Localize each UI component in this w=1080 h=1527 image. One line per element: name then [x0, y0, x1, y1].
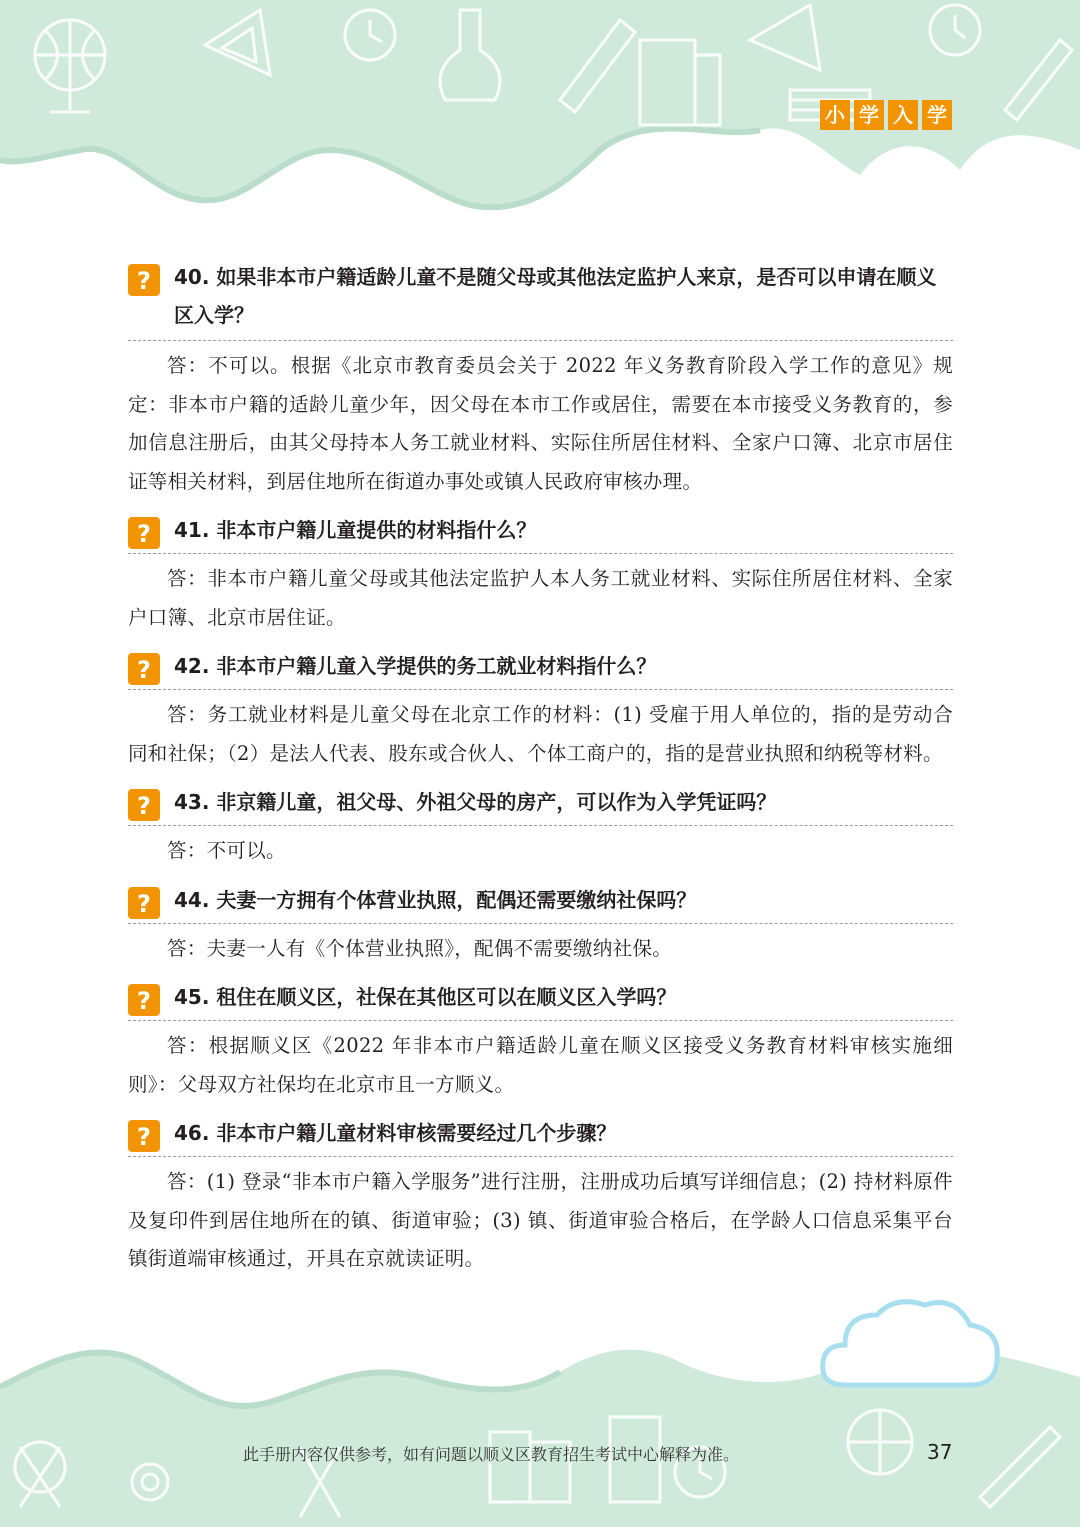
section-badge-char: 小	[820, 100, 850, 130]
question-heading	[128, 647, 953, 690]
qa-item-45	[128, 978, 953, 1104]
question-mark-icon	[128, 887, 160, 919]
svg-text:?: ?	[137, 987, 151, 1015]
question-heading	[128, 1114, 953, 1157]
svg-text:?: ?	[137, 267, 151, 295]
svg-text:?: ?	[137, 1123, 151, 1151]
answer-text: 答：根据顺义区《2022 年非本市户籍适龄儿童在顺义区接受义务教育材料审核实施细则》：父母双方社保均在北京市且一方顺义。	[128, 1034, 953, 1096]
question-heading	[128, 258, 953, 341]
question-text: 43. 非京籍儿童，祖父母、外祖父母的房产，可以作为入学凭证吗？	[174, 790, 777, 814]
svg-text:?: ?	[137, 792, 151, 820]
question-heading	[128, 978, 953, 1021]
question-heading	[128, 511, 953, 554]
question-text: 41. 非本市户籍儿童提供的材料指什么？	[174, 518, 537, 542]
answer-text: 答：不可以。	[167, 839, 286, 862]
answer-text: 答：务工就业材料是儿童父母在北京工作的材料：(1) 受雇于用人单位的，指的是劳动合同和社保；（2）是法人代表、股东或合伙人、个体工商户的，指的是营业执照和纳税等材料。	[128, 703, 953, 765]
section-badge-char: 学	[922, 100, 952, 130]
question-heading	[128, 881, 953, 924]
qa-item-43	[128, 783, 953, 871]
question-mark-icon	[128, 789, 160, 821]
cloud-decoration	[815, 1290, 1005, 1395]
question-text: 42. 非本市户籍儿童入学提供的务工就业材料指什么？	[174, 654, 657, 678]
page-number: 37	[927, 1440, 953, 1464]
svg-text:?: ?	[137, 889, 151, 918]
question-mark-icon	[128, 984, 160, 1016]
answer-text: 答：非本市户籍儿童父母或其他法定监护人本人务工就业材料、实际住所居住材料、全家户口簿、北京市居住证。	[128, 567, 953, 629]
question-text: 40. 如果非本市户籍适龄儿童不是随父母或其他法定监护人来京，是否可以申请在顺义区入学？	[174, 265, 937, 327]
question-text: 45. 租住在顺义区，社保在其他区可以在顺义区入学吗？	[174, 985, 677, 1009]
answer-text: 答：(1) 登录“非本市户籍入学服务”进行注册，注册成功后填写详细信息；(2) 持材料原件及复印件到居住地所在的镇、街道审验；(3) 镇、街道审验合格后，在学龄人口信息采集平台镇街道端审核通过，开具在京就读证明。	[128, 1170, 953, 1270]
qa-item-41	[128, 511, 953, 637]
section-badge-char: 学	[854, 100, 884, 130]
question-mark-icon	[128, 653, 160, 685]
svg-text:?: ?	[137, 520, 151, 548]
svg-text:?: ?	[137, 656, 151, 684]
question-heading	[128, 783, 953, 826]
disclaimer-note: 此手册内容仅供参考，如有问题以顺义区教育招生考试中心解释为准。	[243, 1445, 740, 1464]
question-mark-icon	[128, 1120, 160, 1152]
question-mark-icon	[128, 264, 160, 296]
section-badge	[820, 100, 952, 130]
qa-item-42	[128, 647, 953, 773]
section-badge-char: 入	[888, 100, 918, 130]
qa-item-46	[128, 1114, 953, 1279]
question-text: 46. 非本市户籍儿童材料审核需要经过几个步骤？	[174, 1121, 617, 1145]
qa-content	[128, 258, 953, 1289]
question-mark-icon	[128, 517, 160, 549]
question-text: 44. 夫妻一方拥有个体营业执照，配偶还需要缴纳社保吗？	[174, 887, 697, 912]
qa-item-40	[128, 258, 953, 501]
qa-item-44	[128, 881, 953, 969]
answer-text: 答：夫妻一人有《个体营业执照》，配偶不需要缴纳社保。	[167, 936, 673, 960]
answer-text: 答：不可以。根据《北京市教育委员会关于 2022 年义务教育阶段入学工作的意见》规定：非本市户籍的适龄儿童少年，因父母在本市工作或居住，需要在本市接受义务教育的，参加信息注册后，由其父母持本人务工就业材料、实际住所居住材料、全家户口簿、北京市居住证等相关材料，到居住地所在街道办事处或镇人民政府审核办理。	[128, 354, 953, 493]
page-footer	[0, 1440, 1080, 1470]
